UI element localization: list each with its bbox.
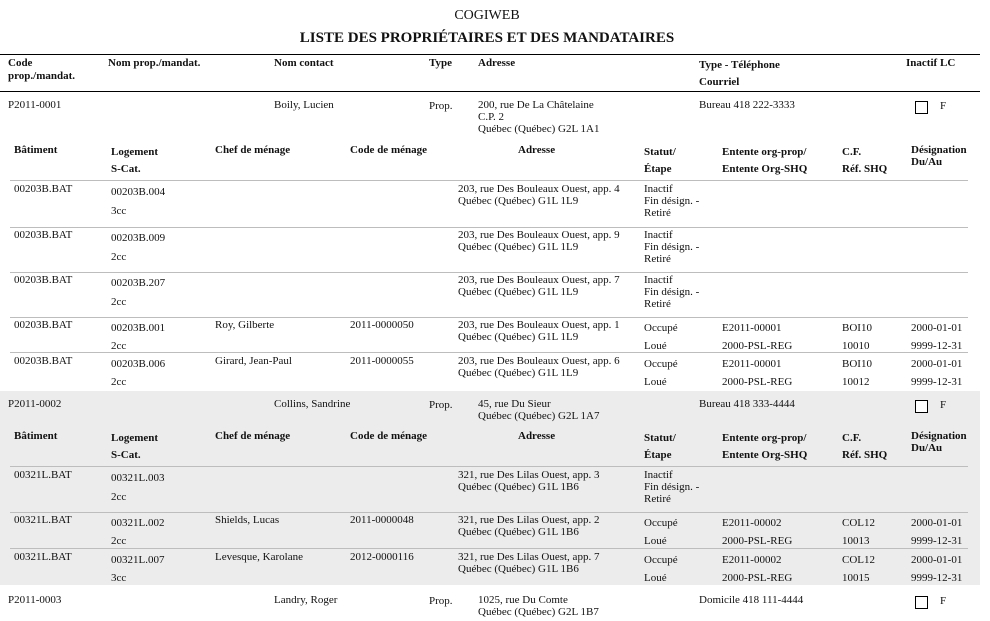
col-header-lc: LC (940, 57, 956, 69)
unit-building: 00203B.BAT (14, 229, 73, 241)
header-top-rule (0, 54, 980, 55)
owner-type: Prop. (429, 595, 453, 607)
unit-household-code: 2011-0000050 (350, 319, 414, 331)
unit-status: Inactif Fin désign. - Retiré (644, 229, 700, 265)
unit-status: Occupé Loué (644, 358, 678, 388)
unit-agreement: E2011-00002 2000-PSL-REG (722, 517, 793, 547)
unit-id: 00203B.006 2cc (111, 358, 166, 388)
unit-id: 00321L.007 3cc (111, 554, 165, 584)
unit-address: 203, rue Des Bouleaux Ouest, app. 1 Québec (Québec) G1L 1L9 (458, 319, 620, 343)
unit-designation: 2000-01-01 9999-12-31 (911, 517, 963, 547)
row-rule (10, 512, 968, 513)
sub-header-address: Adresse (518, 430, 556, 442)
owner-type: Prop. (429, 399, 453, 411)
unit-cf: BOI10 10010 (842, 322, 872, 352)
row-rule (10, 272, 968, 273)
unit-agreement: E2011-00001 2000-PSL-REG (722, 322, 793, 352)
unit-building: 00321L.BAT (14, 551, 72, 563)
sub-header-head: Chef de ménage (215, 430, 291, 442)
unit-id: 00321L.003 2cc (111, 472, 165, 503)
sub-header-building: Bâtiment (14, 430, 58, 442)
sub-header-building: Bâtiment (14, 144, 58, 156)
row-rule (10, 317, 968, 318)
sub-header-cf: C.F. Réf. SHQ (842, 146, 888, 175)
sub-header-agreement: Entente org-prop/ Entente Org-SHQ (722, 432, 808, 461)
col-header-type: Type (429, 57, 453, 69)
owner-lc: F (940, 399, 947, 411)
sub-header-head: Chef de ménage (215, 144, 291, 156)
inactive-checkbox[interactable] (915, 101, 928, 114)
owner-lc: F (940, 100, 947, 112)
unit-cf: COL12 10013 (842, 517, 875, 547)
unit-head: Shields, Lucas (215, 514, 280, 526)
sub-header-rule (10, 466, 968, 467)
header-bottom-rule (0, 91, 980, 92)
unit-building: 00203B.BAT (14, 274, 73, 286)
unit-id: 00203B.004 3cc (111, 186, 166, 217)
owner-contact: Collins, Sandrine (274, 398, 351, 410)
owner-type: Prop. (429, 100, 453, 112)
unit-status: Occupé Loué (644, 517, 678, 547)
unit-id: 00321L.002 2cc (111, 517, 165, 547)
sub-header-designation: Désignation Du/Au (911, 144, 967, 168)
unit-household-code: 2012-0000116 (350, 551, 414, 563)
owner-lc: F (940, 595, 947, 607)
inactive-checkbox[interactable] (915, 400, 928, 413)
unit-id: 00203B.009 2cc (111, 232, 166, 263)
unit-status: Inactif Fin désign. - Retiré (644, 274, 700, 310)
unit-designation: 2000-01-01 9999-12-31 (911, 554, 963, 584)
app-title: COGIWEB (454, 8, 520, 23)
col-header-name: Nom prop./mandat. (108, 57, 201, 69)
inactive-checkbox[interactable] (915, 596, 928, 609)
row-rule (10, 227, 968, 228)
unit-cf: COL12 10015 (842, 554, 875, 584)
owner-address: 1025, rue Du Comte Québec (Québec) G2L 1B7 (478, 594, 599, 618)
unit-building: 00321L.BAT (14, 469, 72, 481)
unit-building: 00321L.BAT (14, 514, 72, 526)
sub-header-unit: Logement S-Cat. (111, 432, 159, 461)
unit-status: Inactif Fin désign. - Retiré (644, 469, 700, 505)
unit-address: 203, rue Des Bouleaux Ouest, app. 4 Québec (Québec) G1L 1L9 (458, 183, 620, 207)
owner-code: P2011-0001 (8, 99, 62, 111)
unit-address: 321, rue Des Lilas Ouest, app. 3 Québec (Québec) G1L 1B6 (458, 469, 600, 493)
sub-header-status: Statut/ Étape (644, 146, 676, 175)
owner-phone: Bureau 418 333-4444 (699, 398, 795, 410)
owner-code: P2011-0002 (8, 398, 62, 410)
unit-head: Roy, Gilberte (215, 319, 275, 331)
owner-address: 200, rue De La Châtelaine C.P. 2 Québec (Québec) G2L 1A1 (478, 99, 600, 135)
unit-address: 321, rue Des Lilas Ouest, app. 2 Québec (Québec) G1L 1B6 (458, 514, 600, 538)
row-rule (10, 548, 968, 549)
col-header-code: Code prop./mandat. (8, 57, 76, 82)
sub-header-household-code: Code de ménage (350, 144, 427, 156)
owner-contact: Boily, Lucien (274, 99, 334, 111)
sub-header-household-code: Code de ménage (350, 430, 427, 442)
unit-agreement: E2011-00002 2000-PSL-REG (722, 554, 793, 584)
owner-phone: Domicile 418 111-4444 (699, 594, 804, 606)
sub-header-agreement: Entente org-prop/ Entente Org-SHQ (722, 146, 808, 175)
unit-designation: 2000-01-01 9999-12-31 (911, 322, 963, 352)
unit-designation: 2000-01-01 9999-12-31 (911, 358, 963, 388)
unit-status: Occupé Loué (644, 554, 678, 584)
col-header-inactive: Inactif (906, 57, 938, 69)
sub-header-address: Adresse (518, 144, 556, 156)
col-header-phone: Type - Téléphone Courriel (699, 59, 780, 88)
unit-building: 00203B.BAT (14, 183, 73, 195)
unit-household-code: 2011-0000055 (350, 355, 414, 367)
unit-building: 00203B.BAT (14, 319, 73, 331)
report-title: LISTE DES PROPRIÉTAIRES ET DES MANDATAIRES (299, 30, 675, 46)
unit-cf: BOI10 10012 (842, 358, 872, 388)
owner-address: 45, rue Du Sieur Québec (Québec) G2L 1A7 (478, 398, 600, 422)
unit-building: 00203B.BAT (14, 355, 73, 367)
sub-header-rule (10, 180, 968, 181)
unit-address: 203, rue Des Bouleaux Ouest, app. 6 Québec (Québec) G1L 1L9 (458, 355, 620, 379)
unit-head: Levesque, Karolane (215, 551, 303, 563)
owner-code: P2011-0003 (8, 594, 62, 606)
unit-id: 00203B.001 2cc (111, 322, 166, 352)
col-header-address: Adresse (478, 57, 516, 69)
owner-contact: Landry, Roger (274, 594, 338, 606)
unit-head: Girard, Jean-Paul (215, 355, 292, 367)
unit-agreement: E2011-00001 2000-PSL-REG (722, 358, 793, 388)
sub-header-designation: Désignation Du/Au (911, 430, 967, 454)
unit-household-code: 2011-0000048 (350, 514, 414, 526)
row-rule (10, 352, 968, 353)
unit-address: 203, rue Des Bouleaux Ouest, app. 9 Québec (Québec) G1L 1L9 (458, 229, 620, 253)
unit-address: 321, rue Des Lilas Ouest, app. 7 Québec (Québec) G1L 1B6 (458, 551, 600, 575)
owner-phone: Bureau 418 222-3333 (699, 99, 795, 111)
unit-address: 203, rue Des Bouleaux Ouest, app. 7 Québec (Québec) G1L 1L9 (458, 274, 620, 298)
sub-header-unit: Logement S-Cat. (111, 146, 159, 175)
col-header-contact: Nom contact (274, 57, 334, 69)
unit-status: Occupé Loué (644, 322, 678, 352)
unit-id: 00203B.207 2cc (111, 277, 166, 308)
sub-header-status: Statut/ Étape (644, 432, 676, 461)
unit-status: Inactif Fin désign. - Retiré (644, 183, 700, 219)
sub-header-cf: C.F. Réf. SHQ (842, 432, 888, 461)
